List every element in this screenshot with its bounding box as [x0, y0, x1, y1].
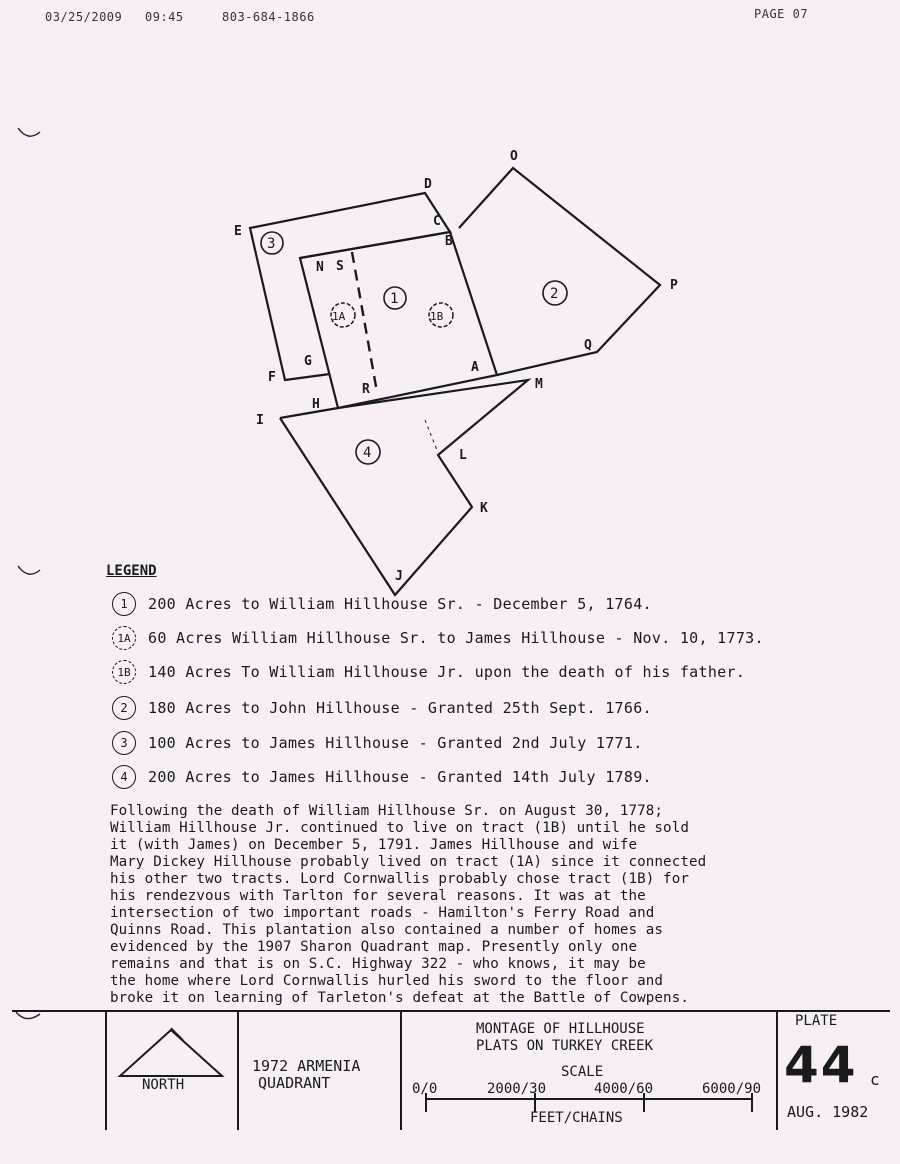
- legend-text: 200 Acres to James Hillhouse - Granted 14th July 1789.: [148, 768, 652, 786]
- legend-entry: [112, 590, 652, 618]
- tract-1-boundary: [300, 232, 497, 408]
- plate-date: AUG. 1982: [787, 1103, 869, 1121]
- point-c: C: [433, 214, 441, 229]
- scale-units: FEET/CHAINS: [530, 1110, 623, 1126]
- tract-marker-icon: 1A: [112, 626, 136, 650]
- legend-text: 180 Acres to John Hillhouse - Granted 25th Sept. 1766.: [148, 699, 652, 717]
- scale-tick-2: 4000/60: [594, 1081, 654, 1097]
- page-number: PAGE 07: [754, 7, 809, 21]
- paragraph-line: intersection of two important roads - Hamilton's Ferry Road and: [110, 905, 655, 921]
- tract-2-boundary: [459, 168, 660, 375]
- point-f: F: [268, 370, 276, 385]
- plate-label: PLATE: [795, 1013, 838, 1029]
- paragraph-line: remains and that is on S.C. Highway 322 - who knows, it may be: [110, 956, 646, 972]
- point-q: Q: [584, 338, 592, 353]
- point-o: O: [510, 149, 518, 164]
- point-h: H: [312, 397, 320, 412]
- legend-text: 100 Acres to James Hillhouse - Granted 2nd July 1771.: [148, 734, 643, 752]
- tract-1a-label: 1A: [332, 310, 346, 323]
- point-e: E: [234, 224, 242, 239]
- point-b: B: [445, 234, 453, 249]
- point-j: J: [395, 569, 403, 584]
- paragraph-line: his rendezvous with Tarlton for several reasons. It was at the: [110, 888, 646, 904]
- quadrant-name: 1972 ARMENIA: [252, 1057, 361, 1075]
- paragraph-line: it (with James) on December 5, 1791. James Hillhouse and wife: [110, 837, 638, 853]
- tract-marker-icon: 3: [112, 731, 136, 755]
- legend-entry: [112, 729, 643, 757]
- point-n: N: [316, 260, 324, 275]
- point-r: R: [362, 382, 370, 397]
- paragraph-line: William Hillhouse Jr. continued to live on tract (1B) until he sold: [110, 820, 689, 836]
- legend-entry: [112, 763, 652, 791]
- point-i: I: [256, 413, 264, 428]
- tract-marker-icon: 4: [112, 765, 136, 789]
- point-d: D: [424, 177, 432, 192]
- tract-2-label: 2: [550, 286, 559, 302]
- history-paragraph: [110, 803, 870, 1007]
- scale-label: SCALE: [561, 1064, 604, 1080]
- legend-text: 200 Acres to William Hillhouse Sr. - December 5, 1764.: [148, 595, 652, 613]
- north-label: NORTH: [142, 1077, 185, 1093]
- tract-1b-label: 1B: [430, 310, 444, 323]
- plate-suffix: c: [870, 1070, 880, 1089]
- paragraph-line: Mary Dickey Hillhouse probably lived on tract (1A) since it connected: [110, 854, 707, 870]
- paragraph-line: evidenced by the 1907 Sharon Quadrant map. Presently only one: [110, 939, 638, 955]
- tract-3-boundary: [250, 193, 450, 380]
- scale-tick-3: 6000/90: [702, 1081, 762, 1097]
- tract-marker-icon: 2: [112, 696, 136, 720]
- tract-1-label: 1: [390, 291, 399, 307]
- tract-marker-icon: 1: [112, 592, 136, 616]
- fax-time: 09:45: [145, 10, 184, 24]
- paragraph-line: Following the death of William Hillhouse Sr. on August 30, 1778;: [110, 803, 664, 819]
- tract-1-division: [352, 252, 377, 392]
- legend-entry: [112, 658, 745, 686]
- paragraph-line: the home where Lord Cornwallis hurled his sword to the floor and: [110, 973, 664, 989]
- point-l: L: [459, 448, 467, 463]
- point-a: A: [471, 360, 479, 375]
- tract-3-label: 3: [267, 236, 276, 252]
- legend-entry: [112, 694, 652, 722]
- point-m: M: [535, 377, 543, 392]
- paragraph-line: Quinns Road. This plantation also contained a number of homes as: [110, 922, 664, 938]
- map-title-line1: MONTAGE OF HILLHOUSE: [476, 1021, 645, 1037]
- plate-number: 44: [784, 1036, 858, 1094]
- tract-4-label: 4: [363, 445, 372, 461]
- point-g: G: [304, 354, 312, 369]
- scale-tick-1: 2000/30: [487, 1081, 547, 1097]
- legend-entry: [112, 624, 764, 652]
- quadrant-label: QUADRANT: [258, 1074, 331, 1092]
- paragraph-line: broke it on learning of Tarleton's defeat at the Battle of Cowpens.: [110, 990, 689, 1006]
- point-k: K: [480, 501, 488, 516]
- tract-4-boundary: [280, 380, 528, 595]
- map-title-line2: PLATS ON TURKEY CREEK: [476, 1038, 654, 1054]
- fax-phone: 803-684-1866: [222, 10, 315, 24]
- legend-title: LEGEND: [106, 563, 157, 579]
- fax-date: 03/25/2009: [45, 10, 123, 24]
- scale-tick-0: 0/0: [412, 1081, 438, 1097]
- legend-text: 60 Acres William Hillhouse Sr. to James Hillhouse - Nov. 10, 1773.: [148, 629, 764, 647]
- tract-marker-icon: 1B: [112, 660, 136, 684]
- point-s: S: [336, 259, 344, 274]
- point-p: P: [670, 278, 678, 293]
- paragraph-line: his other two tracts. Lord Cornwallis probably chose tract (1B) for: [110, 871, 689, 887]
- legend-text: 140 Acres To William Hillhouse Jr. upon the death of his father.: [148, 663, 746, 681]
